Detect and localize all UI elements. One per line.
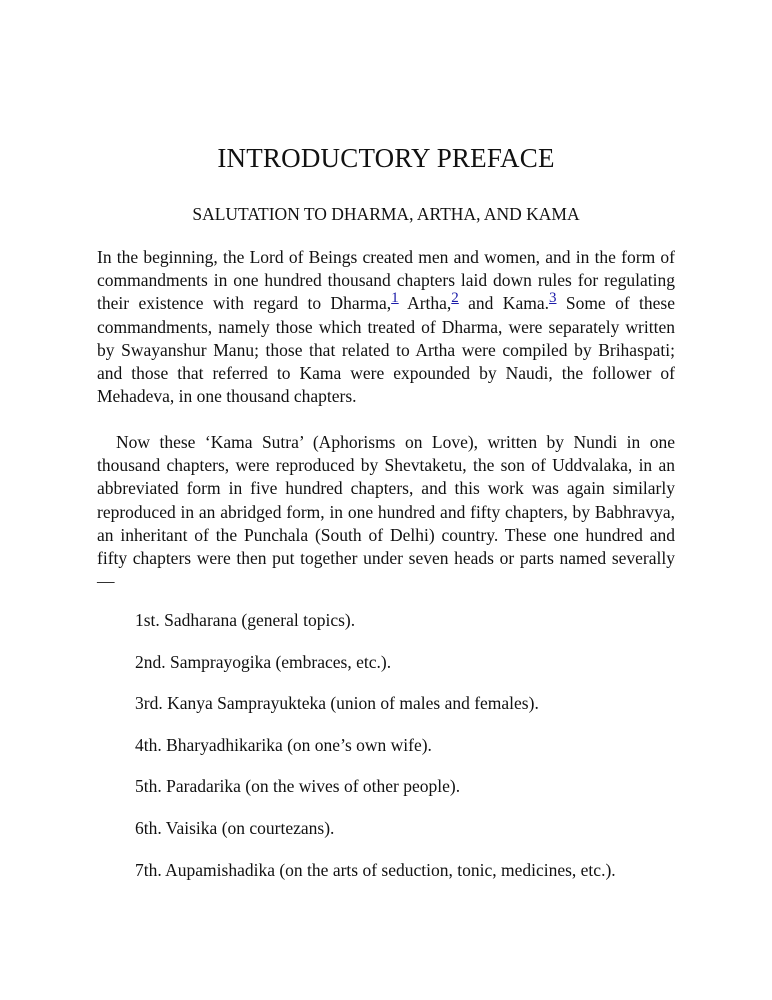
paragraph-intro (97, 246, 675, 408)
footnote-link-1[interactable]: 1 (391, 290, 399, 307)
paragraph-text: Some of these commandments, namely those which treated of Dharma, were separately written by Swayanshur Manu; those that related to Artha were compiled by Brihaspati; and those that referred to Kama were expounded by Naudi, the follower of Mehadeva, in one thousand chapters. (97, 293, 675, 407)
paragraph-text: In the beginning, the Lord of Beings created men and women, and in the form of commandments in one hundred thousand chapters laid down rules for regulating their existence with regard to Dharma, (97, 247, 675, 314)
list-item: 5th. Paradarika (on the wives of other people). (135, 776, 461, 797)
list-item: 3rd. Kanya Samprayukteka (union of males and females). (135, 693, 539, 714)
list-item: 6th. Vaisika (on courtezans). (135, 817, 335, 838)
list-item: 7th. Aupamishadika (on the arts of seduction, tonic, medicines, etc.). (135, 859, 616, 880)
list-item: 2nd. Samprayogika (embraces, etc.). (135, 651, 392, 672)
list-item: 1st. Sadharana (general topics). (135, 610, 356, 630)
paragraph-history: Now these ‘Kama Sutra’ (Aphorisms on Love), written by Nundi in one thousand chapters, were reproduced by Shevtaketu, the son of Uddvalaka, in an abbreviated form in five hundred chapters, and this work was again similarly reproduced in an abridged form, in one hundred and fifty chapters, by Babhravya, an inheritant of the Punchala (South of Delhi) country. These one hundred and fifty chapters were then put together under seven heads or parts named severally— (97, 432, 675, 592)
section-subtitle: SALUTATION TO DHARMA, ARTHA, AND KAMA (192, 204, 580, 224)
page-title: INTRODUCTORY PREFACE (217, 143, 555, 173)
parts-list (135, 608, 616, 899)
paragraph-text: and Kama. (458, 293, 549, 314)
paragraph-text: Artha, (398, 293, 452, 314)
footnote-link-2[interactable]: 2 (451, 290, 459, 307)
footnote-link-3[interactable]: 3 (548, 290, 557, 307)
list-item: 4th. Bharyadhikarika (on one’s own wife). (135, 734, 432, 755)
